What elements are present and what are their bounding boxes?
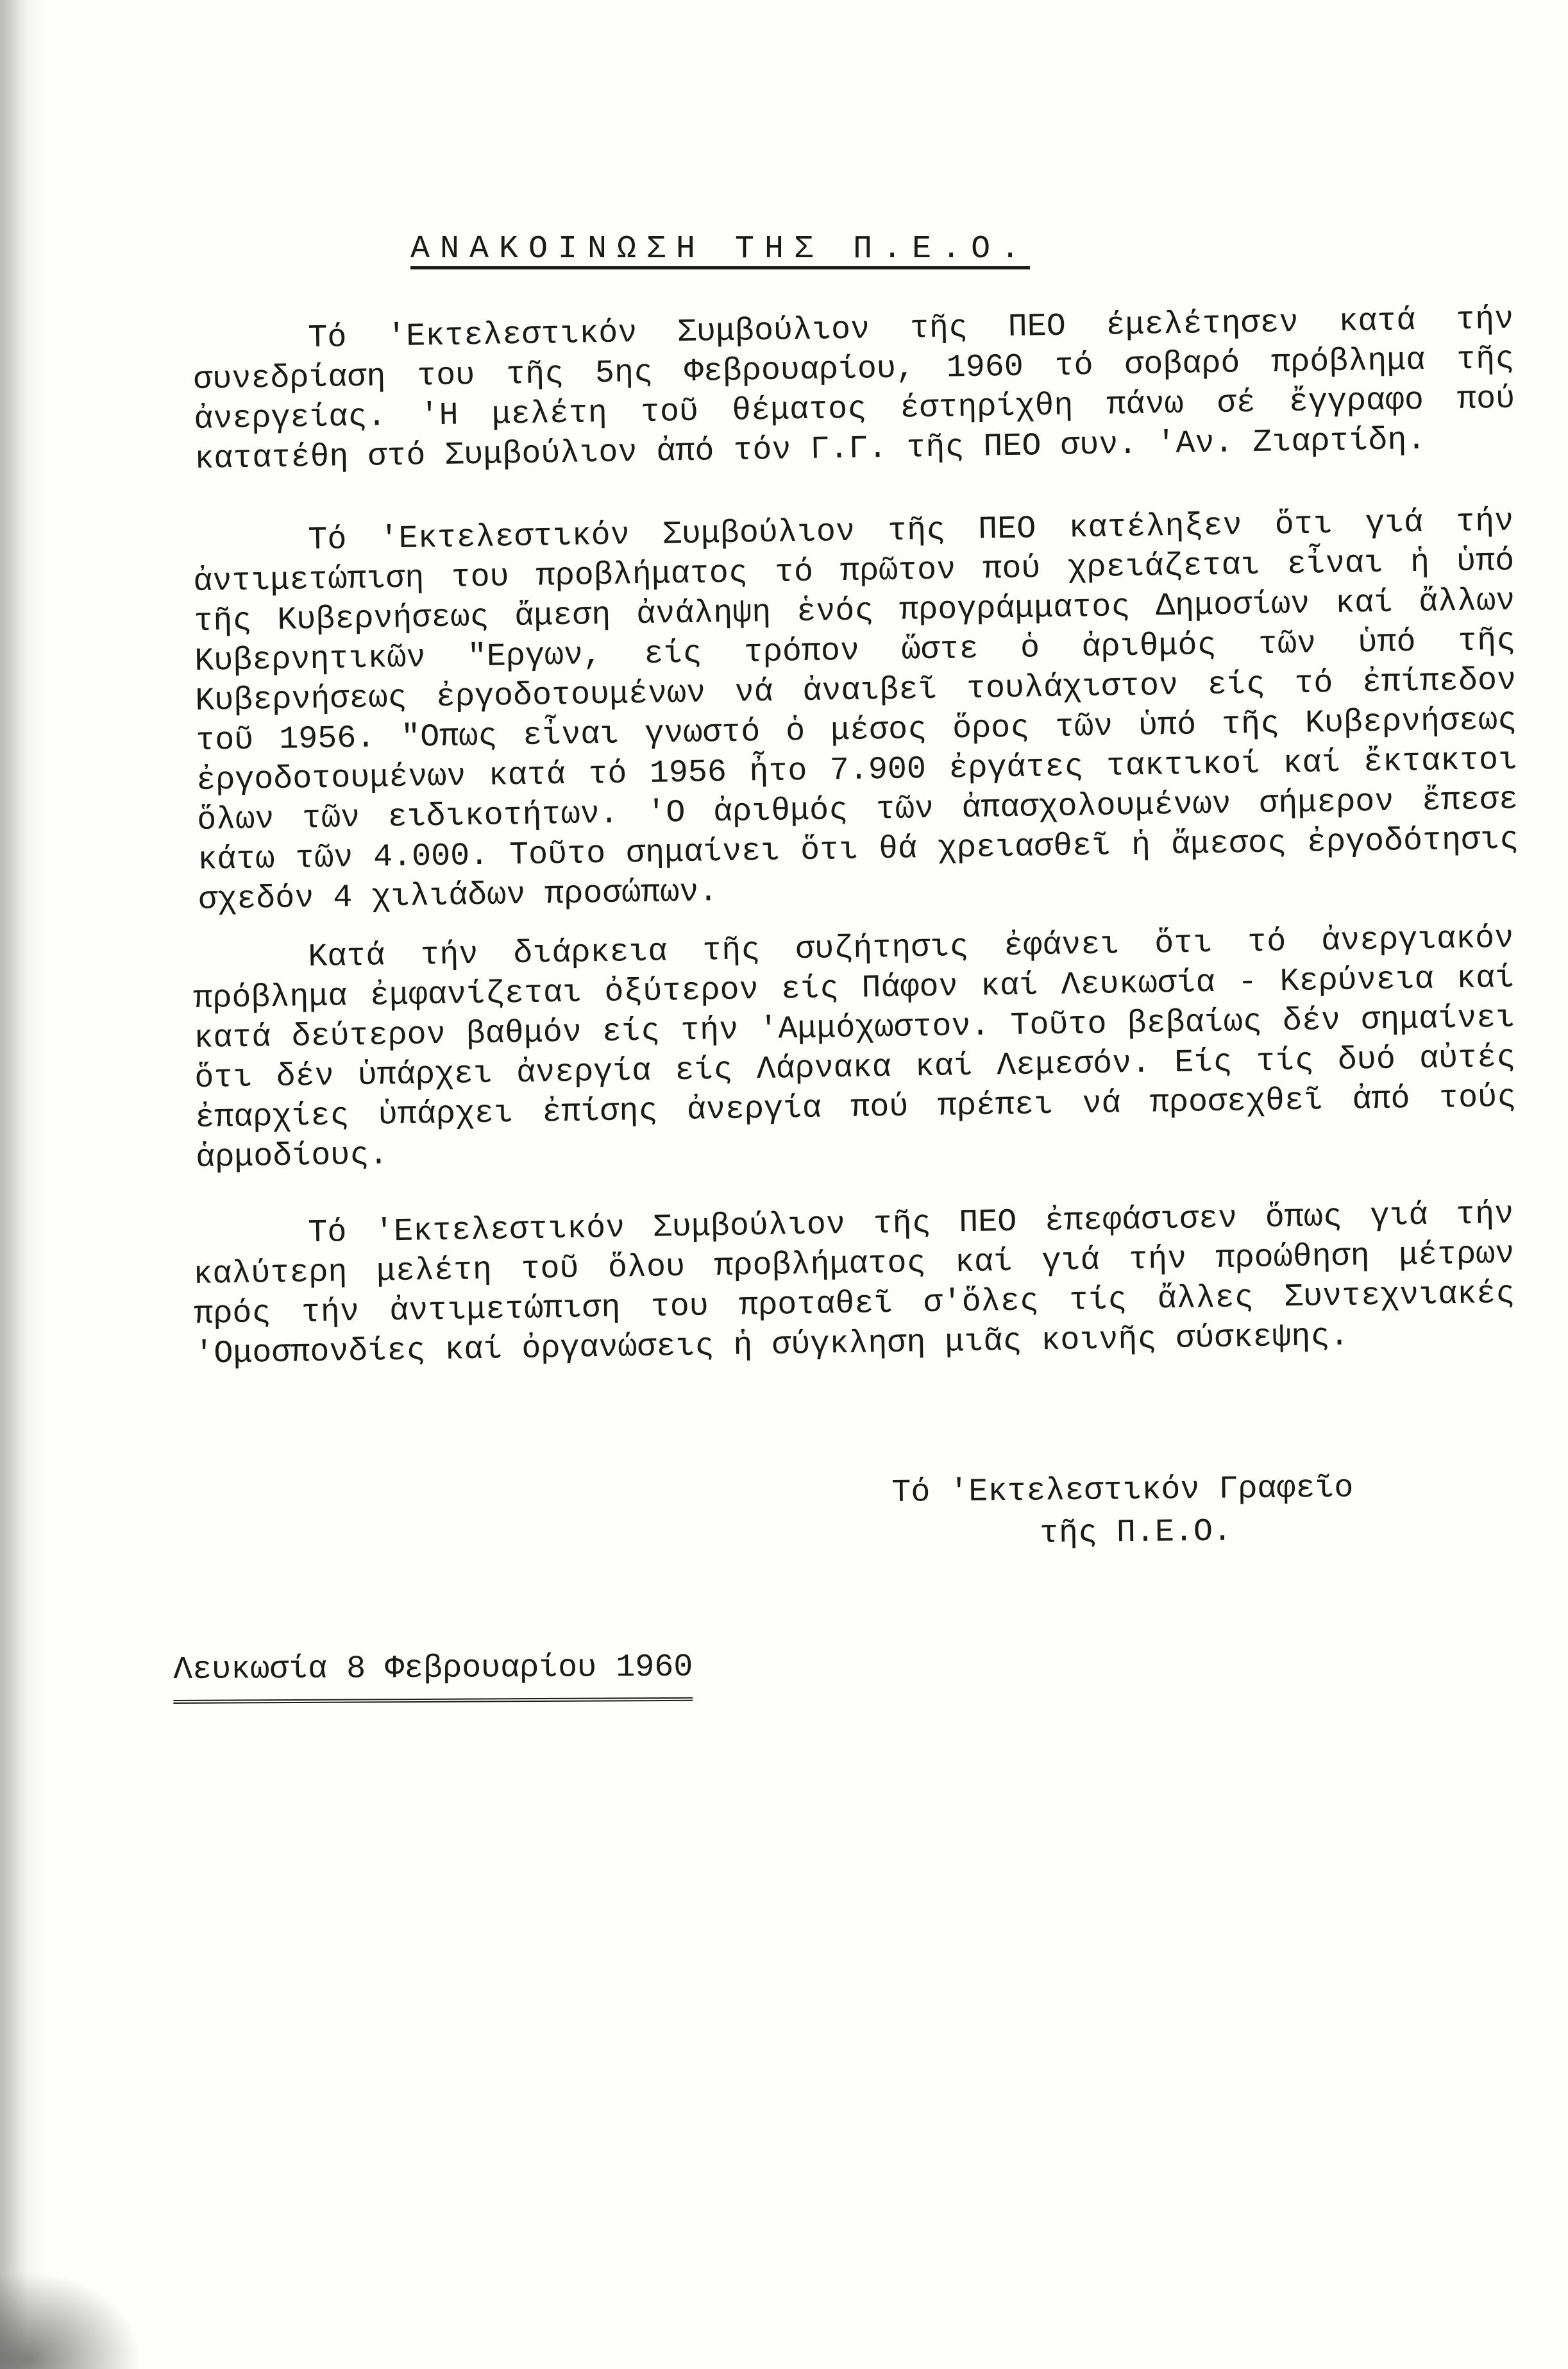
body-paragraph-2: Τό 'Εκτελεστικόν Συμβούλιον τῆς ΠΕΟ κατέληξεν ὅτι γιά τήν ἀντιμετώπιση του προβλήματος τό πρῶτον πού χρειάζεται εἶναι ἡ ὑπό τῆς Κυβερνήσεως ἄμεση ἀνάληψη ἑνός προγράμματος Δημοσίων καί ἄλλων Κυβερνητικῶν "Εργων, είς τρόπον ὥστε ὁ ἀριθμός τῶν ὑπό τῆς Κυβερνήσεως ἐργοδοτουμένων νά ἀναιβεῖ τουλάχιστον είς τό ἐπίπεδον τοῦ 1956. "Οπως εἶναι γνωστό ὁ μέσος ὅρος τῶν ὑπό τῆς Κυβερνήσεως ἐργοδοτουμένων κατά τό 1956 ἦτο 7.900 ἐργάτες τακτικοί καί ἔκτακτοι ὅλων τῶν ειδικοτήτων. 'Ο ἀριθμός τῶν ἀπασχολουμένων σήμερον ἔπεσε κάτω τῶν 4.000. Τοῦτο σημαίνει ὅτι θά χρειασθεῖ ἡ ἄμεσος ἐργοδότησις σχεδόν 4 χιλιάδων προσώπων.	[193, 503, 1519, 919]
body-paragraph-1: Τό 'Εκτελεστικόν Συμβούλιον τῆς ΠΕΟ έμελέτησεν κατά τήν συνεδρίαση του τῆς 5ης Φεβρουαρίου, 1960 τό σοβαρό πρόβλημα τῆς ἀνεργείας. 'Η μελέτη τοῦ θέματος έστηρίχθη πάνω σέ ἔγγραφο πού κατατέθη στό Συμβούλιον ἀπό τόν Γ.Γ. τῆς ΠΕΟ συν. 'Αν. Ζιαρτίδη.	[193, 301, 1515, 478]
announcement-title: ΑΝΑΚΟΙΝΩΣΗ ΤΗΣ Π.Ε.Ο.	[410, 231, 1031, 267]
place-and-date: Λευκωσία 8 Φεβρουαρίου 1960	[173, 1649, 693, 1704]
body-paragraph-3: Κατά τήν διάρκεια τῆς συζήτησις ἐφάνει ὅτι τό ἀνεργιακόν πρόβλημα ἐμφανίζεται ὀξύτερον είς Πάφον καί Λευκωσία - Κερύνεια καί κατά δεύτερον βαθμόν είς τήν 'Αμμόχωστον. Τοῦτο βεβαίως δέν σημαίνει ὅτι δέν ὑπάρχει ἀνεργία είς Λάρνακα καί Λεμεσόν. Είς τίς δυό αὐτές ἐπαρχίες ὑπάρχει ἐπίσης ἀνεργία πού πρέπει νά προσεχθεῖ ἀπό τούς ἁρμοδίους.	[193, 920, 1517, 1176]
scan-left-edge-shadow	[0, 0, 45, 2369]
signature-line-1: Τό 'Εκτελεστικόν Γραφεῖο	[891, 1470, 1354, 1511]
signature-line-2: τῆς Π.Ε.Ο.	[1039, 1513, 1233, 1552]
scan-corner-smudge	[0, 2271, 141, 2369]
signature-block	[891, 1466, 1469, 1557]
body-paragraph-4: Τό 'Εκτελεστικόν Συμβούλιον τῆς ΠΕΟ ἐπεφάσισεν ὅπως γιά τήν καλύτερη μελέτη τοῦ ὅλου προβλήματος καί γιά τήν προώθηση μέτρων πρός τήν ἀντιμετώπιση του προταθεῖ σ'ὅλες τίς ἄλλες Συντεχνιακές 'Ομοσπονδίες καί ὀργανώσεις ἡ σύγκληση μιᾶς κοινῆς σύσκεψης.	[193, 1196, 1515, 1373]
